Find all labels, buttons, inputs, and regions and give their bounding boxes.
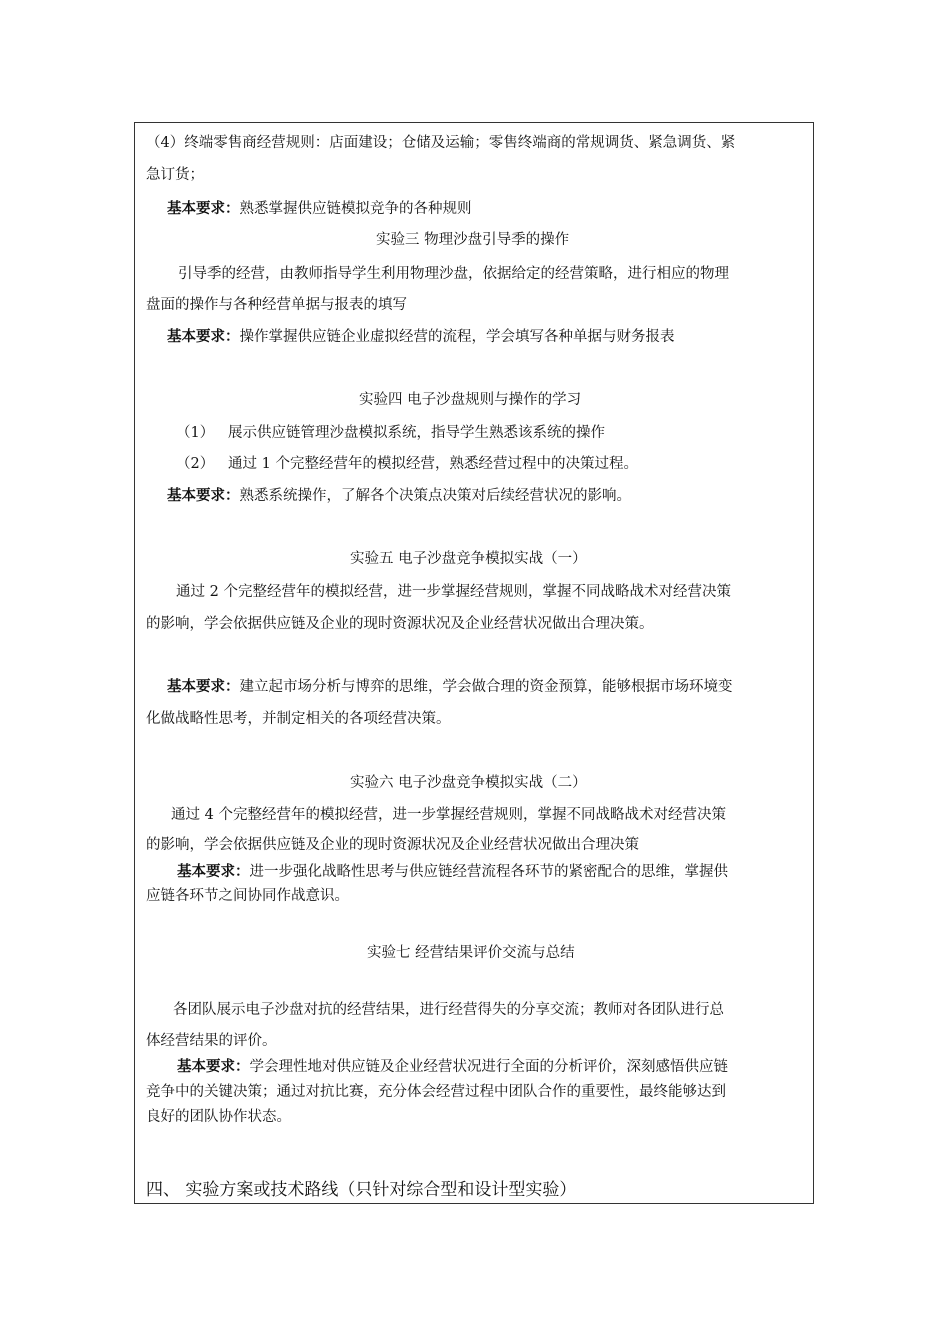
exp3-requirement	[167, 327, 675, 347]
exp5-requirement-line-1	[167, 677, 733, 697]
exp7-line-2: 体经营结果的评价。	[146, 1033, 277, 1049]
requirement-text: 进一步强化战略性思考与供应链经营流程各环节的紧密配合的思维，掌握供	[249, 864, 728, 880]
requirement-label: 基本要求：	[167, 488, 240, 504]
exp5-title: 实验五 电子沙盘竞争模拟实战（一）	[350, 551, 587, 567]
exp6-requirement-line-2: 应链各环节之间协同作战意识。	[146, 888, 349, 904]
exp3-line-2: 盘面的操作与各种经营单据与报表的填写	[146, 297, 407, 313]
exp3-line-1: 引导季的经营，由教师指导学生利用物理沙盘，依据给定的经营策略，进行相应的物理	[178, 266, 729, 282]
requirement-label: 基本要求：	[167, 201, 240, 217]
exp6-line-2: 的影响，学会依据供应链及企业的现时资源状况及企业经营状况做出合理决策	[146, 837, 639, 853]
requirement-text: 建立起市场分析与博弈的思维，学会做合理的资金预算，能够根据市场环境变	[239, 679, 733, 695]
exp6-requirement-line-1	[177, 862, 728, 882]
exp5-line-2: 的影响，学会依据供应链及企业的现时资源状况及企业经营状况做出合理决策。	[146, 616, 654, 632]
requirement-1	[167, 199, 472, 219]
exp7-requirement-line-3: 良好的团队协作状态。	[146, 1109, 291, 1125]
exp5-requirement-line-2: 化做战略性思考，并制定相关的各项经营决策。	[146, 711, 451, 727]
exp4-item-1-number: （1）	[176, 425, 215, 441]
exp7-requirement-line-1	[177, 1057, 728, 1077]
exp4-requirement	[167, 486, 631, 506]
requirement-label: 基本要求：	[167, 679, 240, 695]
retail-rules-line-2: 急订货；	[146, 167, 204, 183]
exp6-title: 实验六 电子沙盘竞争模拟实战（二）	[350, 775, 587, 791]
exp7-title: 实验七 经营结果评价交流与总结	[367, 945, 575, 961]
exp4-item-2-number: （2）	[176, 456, 215, 472]
exp7-line-1: 各团队展示电子沙盘对抗的经营结果，进行经营得失的分享交流；教师对各团队进行总	[173, 1002, 724, 1018]
exp3-title: 实验三 物理沙盘引导季的操作	[376, 232, 570, 248]
section-4-heading: 四、 实验方案或技术路线（只针对综合型和设计型实验）	[146, 1180, 577, 1200]
requirement-text: 熟悉系统操作，了解各个决策点决策对后续经营状况的影响。	[239, 488, 631, 504]
exp5-line-1: 通过 2 个完整经营年的模拟经营，进一步掌握经营规则，掌握不同战略战术对经营决策	[176, 584, 731, 600]
exp4-item-2-text: 通过 1 个完整经营年的模拟经营，熟悉经营过程中的决策过程。	[228, 456, 638, 472]
retail-rules-line-1: （4）终端零售商经营规则：店面建设；仓储及运输；零售终端商的常规调货、紧急调货、紧	[146, 135, 736, 151]
requirement-label: 基本要求：	[177, 864, 250, 880]
requirement-label: 基本要求：	[177, 1059, 250, 1075]
exp4-title: 实验四 电子沙盘规则与操作的学习	[359, 392, 582, 408]
requirement-label: 基本要求：	[167, 329, 240, 345]
requirement-text: 熟悉掌握供应链模拟竞争的各种规则	[239, 201, 472, 217]
exp6-line-1: 通过 4 个完整经营年的模拟经营，进一步掌握经营规则，掌握不同战略战术对经营决策	[171, 807, 726, 823]
exp4-item-1-text: 展示供应链管理沙盘模拟系统，指导学生熟悉该系统的操作	[228, 425, 605, 441]
exp7-requirement-line-2: 竞争中的关键决策；通过对抗比赛，充分体会经营过程中团队合作的重要性，最终能够达到	[146, 1084, 726, 1100]
requirement-text: 学会理性地对供应链及企业经营状况进行全面的分析评价，深刻感悟供应链	[249, 1059, 728, 1075]
requirement-text: 操作掌握供应链企业虚拟经营的流程，学会填写各种单据与财务报表	[239, 329, 675, 345]
